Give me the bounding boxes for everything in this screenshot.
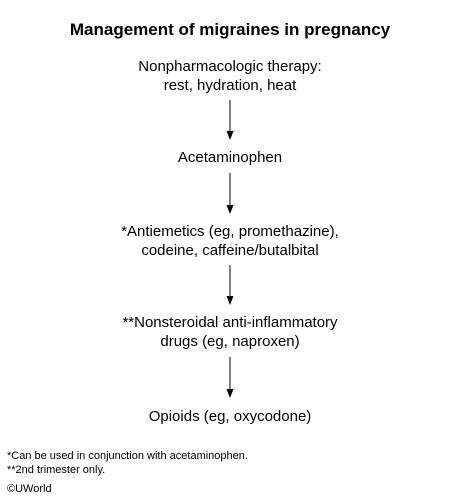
flow-arrow-1 bbox=[225, 100, 235, 140]
footnote-double-asterisk: **2nd trimester only. bbox=[7, 464, 106, 476]
step-text-line: *Antiemetics (eg, promethazine), bbox=[121, 223, 339, 240]
flow-step-nsaids bbox=[0, 313, 460, 351]
flow-arrow-2 bbox=[225, 173, 235, 214]
flow-step-acetaminophen bbox=[0, 148, 460, 167]
step-text-line: **Nonsteroidal anti-inflammatory bbox=[122, 314, 338, 331]
diagram-title: Management of migraines in pregnancy bbox=[69, 20, 391, 39]
flow-step-antiemetics bbox=[0, 222, 460, 260]
flow-step-opioids bbox=[0, 407, 460, 426]
step-text-line: Acetaminophen bbox=[177, 149, 283, 166]
flow-arrow-3 bbox=[225, 265, 235, 305]
step-text-line: codeine, caffeine/butalbital bbox=[141, 242, 319, 259]
footnote-single-asterisk: *Can be used in conjunction with acetaminophen. bbox=[7, 450, 248, 462]
step-text-line: rest, hydration, heat bbox=[163, 77, 297, 94]
step-text-line: Opioids (eg, oxycodone) bbox=[148, 408, 312, 425]
flow-step-nonpharmacologic bbox=[0, 57, 460, 95]
flow-arrow-4 bbox=[225, 357, 235, 398]
footnotes bbox=[7, 449, 248, 477]
step-text-line: drugs (eg, naproxen) bbox=[160, 333, 300, 350]
copyright-label: ©UWorld bbox=[7, 483, 52, 495]
step-text-line: Nonpharmacologic therapy: bbox=[138, 58, 322, 75]
